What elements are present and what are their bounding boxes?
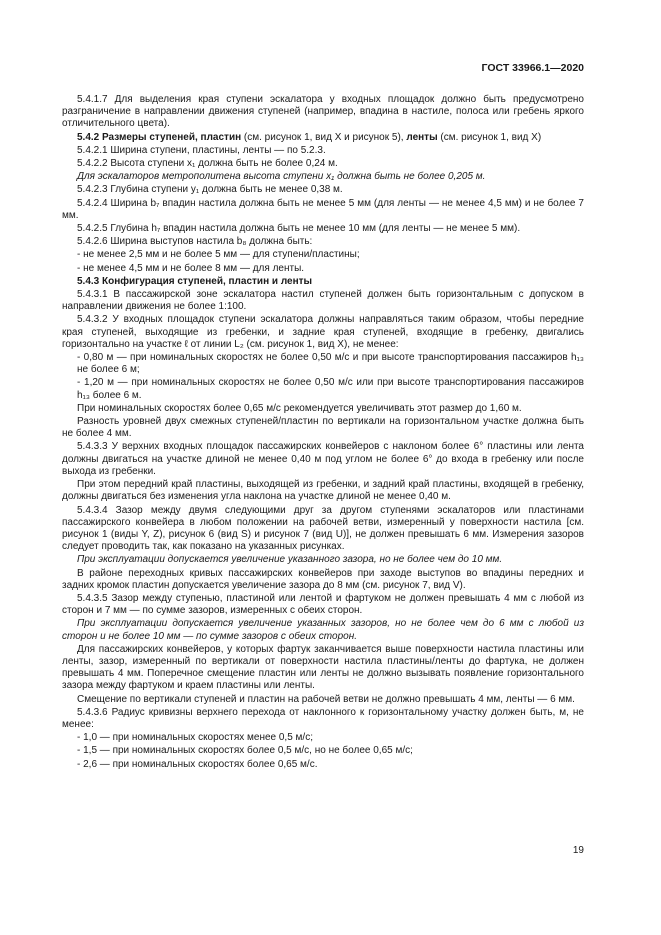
paragraph: 5.4.3.3 У верхних входных площадок пассажирских конвейеров с наклоном более 6° пластины или лента должны двигаться на участке длиной не менее 0,40 м под углом не более 6° до входа в гребенку или после выхода из гребенки.: [62, 441, 584, 477]
paragraph: В районе переходных кривых пассажирских конвейеров при заходе выступов во впадины передних и задних кромок пластин допускается увеличение зазора до 8 мм (см. рисунок 7, вид V).: [62, 567, 584, 591]
heading-bold-text: 5.4.2 Размеры ступеней, пластин: [77, 131, 242, 143]
paragraph: 5.4.2.5 Глубина h₇ впадин настила должна быть не менее 10 мм (для ленты — не менее 5 мм).: [77, 223, 521, 235]
heading-text: (см. рисунок 1, вид X и рисунок 5),: [241, 131, 407, 143]
page-number: 19: [572, 845, 584, 856]
paragraph: 5.4.3.1 В пассажирской зоне эскалатора настил ступеней должен быть горизонтальным с допуском в направлении движения не более 1:100.: [62, 289, 584, 313]
heading-bold-text: ленты: [406, 131, 438, 143]
note-paragraph: При эксплуатации допускается увеличение указанных зазоров, но не более чем до 6 мм с любой из сторон и не более 10 мм — по сумме зазоров с обеих сторон.: [62, 618, 584, 642]
note-paragraph: Для эскалаторов метрополитена высота ступени x₁ должна быть не более 0,205 м.: [77, 171, 486, 183]
section-heading: 5.4.3 Конфигурация ступеней, пластин и ленты: [77, 275, 313, 287]
paragraph: При этом передний край пластины, выходящей из гребенки, и задний край пластины, входящей в гребенку, должны двигаться без изменения угла наклона на участке длиной не менее 0,40 м.: [62, 479, 584, 503]
paragraph: Разность уровней двух смежных ступеней/пластин по вертикали на горизонтальном участке должна быть не более 4 мм.: [62, 416, 584, 440]
document-body: [62, 94, 584, 772]
paragraph: 5.4.2.1 Ширина ступени, пластины, ленты — по 5.2.3.: [77, 144, 326, 156]
list-item: - не менее 4,5 мм и не более 8 мм — для ленты.: [77, 262, 305, 274]
heading-text: (см. рисунок 1, вид X): [437, 131, 542, 143]
paragraph: 5.4.3.2 У входных площадок ступени эскалатора должны направляться таким образом, чтобы передние края ступеней, выходящие из гребенки, и задние края ступеней, входящие в гребенку, двигались горизонтально на участке ℓ от линии L₂ (см. рисунок 1, вид X), не менее:: [62, 314, 584, 350]
list-item: - 2,6 — при номинальных скоростях более 0,65 м/с.: [77, 758, 318, 770]
paragraph: 5.4.2.2 Высота ступени x₁ должна быть не более 0,24 м.: [77, 158, 338, 170]
paragraph: 5.4.2.6 Ширина выступов настила b₈ должна быть:: [77, 236, 313, 248]
list-item: - 1,5 — при номинальных скоростях более 0,5 м/с, но не более 0,65 м/с;: [77, 745, 413, 757]
section-heading: [62, 132, 584, 144]
list-item: - не менее 2,5 мм и не более 5 мм — для ступени/пластины;: [77, 249, 360, 261]
list-item: - 1,20 м — при номинальных скоростях не более 0,50 м/с или при высоте транспортирования пассажиров h₁₃ более 6 м.: [77, 377, 584, 401]
paragraph: 5.4.3.6 Радиус кривизны верхнего перехода от наклонного к горизонтальному участку должен быть, м, не менее:: [62, 706, 584, 730]
paragraph: 5.4.3.5 Зазор между ступенью, пластиной или лентой и фартуком не должен превышать 4 мм с любой из сторон и 7 мм — по сумме зазоров, измеренных с обеих сторон.: [62, 592, 584, 617]
paragraph: 5.4.2.4 Ширина b₇ впадин настила должна быть не менее 5 мм (для ленты — не менее 4,5 мм) и не более 7 мм.: [62, 197, 584, 221]
paragraph: 5.4.3.4 Зазор между двумя следующими друг за другом ступенями эскалаторов или пластинами пассажирского конвейера в любом положении на рабочей ветви, измеренный у поверхности настила [см. рисунок 1 (виды Y, Z), рисунок 6 (вид S) и рисунок 7 (вид U)], не должен превышать 6 мм. Измерения зазоров следует проводить так, как показано на указанных рисунках.: [62, 504, 584, 553]
paragraph: 5.4.2.3 Глубина ступени y₁ должна быть не менее 0,38 м.: [77, 184, 343, 196]
list-item: - 1,0 — при номинальных скоростях менее 0,5 м/с;: [77, 732, 313, 744]
paragraph: Смещение по вертикали ступеней и пластин на рабочей ветви не должно превышать 4 мм, ленты — 6 мм.: [77, 693, 575, 705]
document-header: ГОСТ 33966.1—2020: [481, 62, 584, 74]
paragraph: 5.4.1.7 Для выделения края ступени эскалатора у входных площадок должно быть предусмотрено разграничение в направлении движения ступеней (например, впадина в настиле, полоса или гребень яркого отличительного цвета).: [62, 94, 584, 130]
paragraph: Для пассажирских конвейеров, у которых фартук заканчивается выше поверхности настила пластины или ленты, зазор, измеренный по вертикали от поверхности настила пластины/ленты до фартука, не должен превышать 4 мм. Поперечное смещение пластин или ленты не должно вызывать появление горизонтального зазора между фартуком и краем пластины или ленты.: [62, 643, 584, 692]
list-item: - 0,80 м — при номинальных скоростях не более 0,50 м/с и при высоте транспортирования пассажиров h₁₃ не более 6 м;: [77, 352, 584, 376]
paragraph: При номинальных скоростях более 0,65 м/с рекомендуется увеличивать этот размер до 1,60 м.: [77, 402, 522, 414]
note-paragraph: При эксплуатации допускается увеличение указанного зазора, но не более чем до 10 мм.: [77, 554, 503, 566]
